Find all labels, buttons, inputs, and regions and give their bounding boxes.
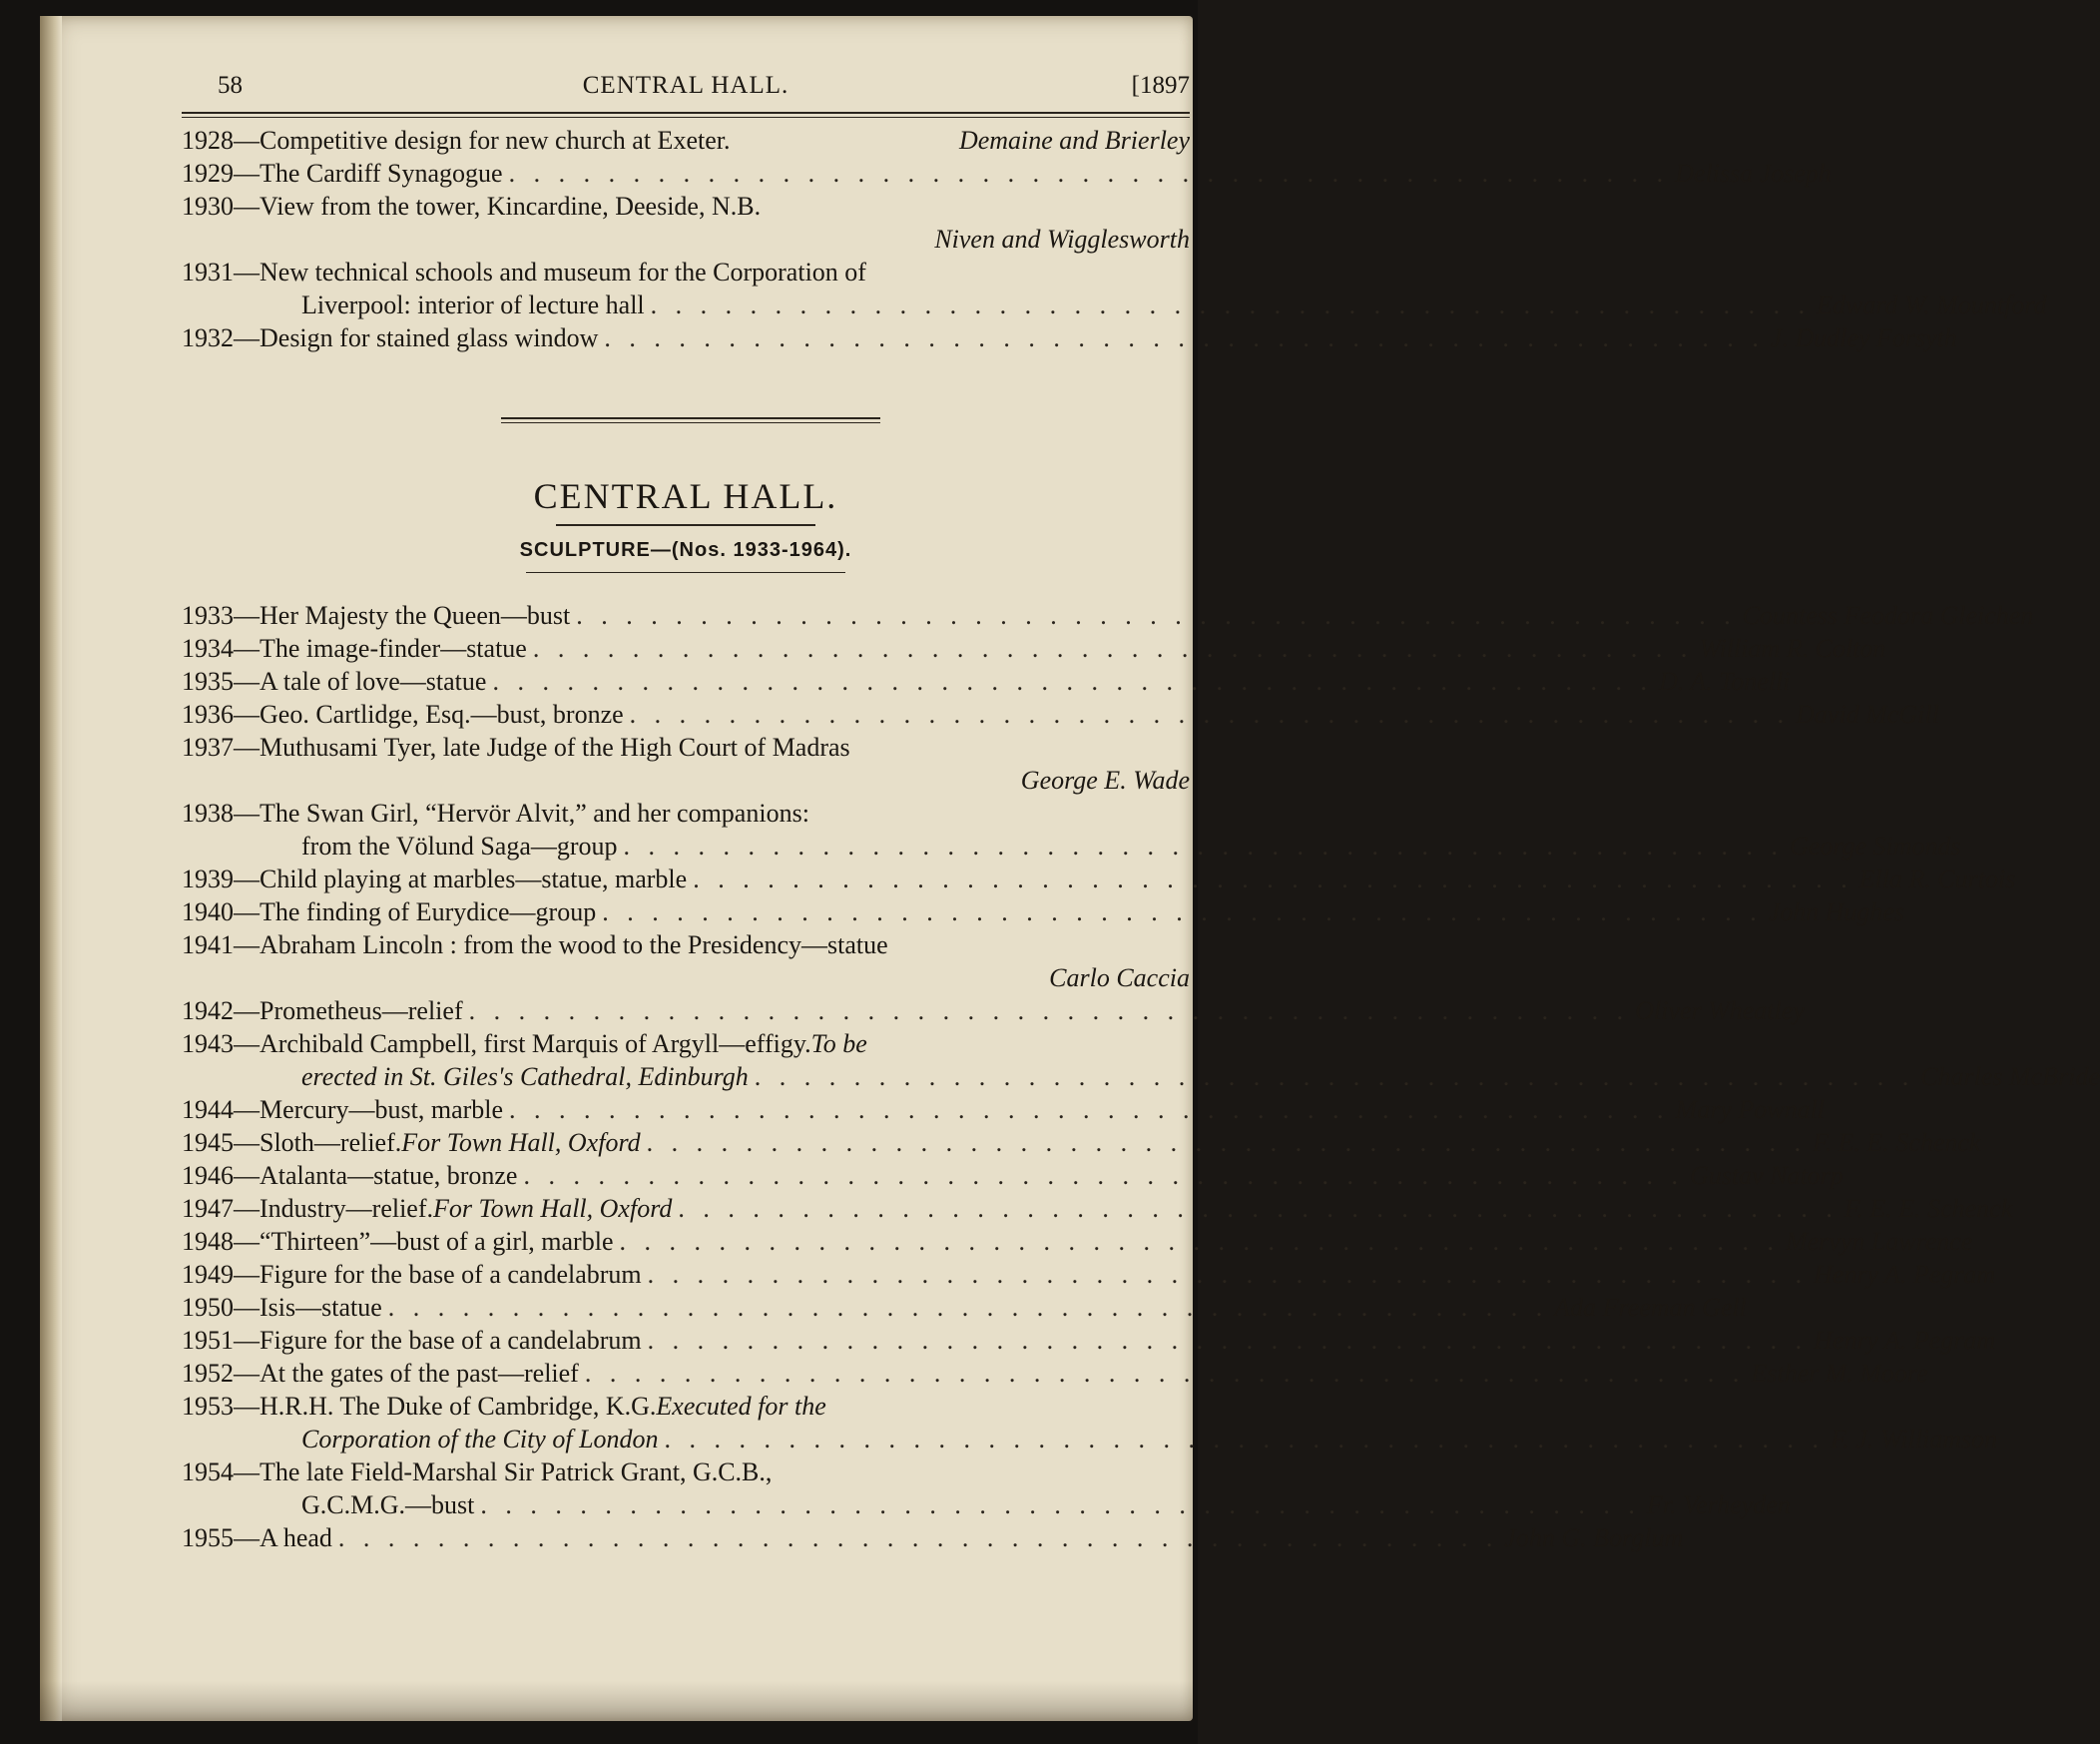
catalogue-entry — [182, 256, 2047, 321]
dot-leader: . . . . . . . . . . . . . . . . . . . . . . . . . . . . . . . . . . . . . . . . . . . . . . . — [602, 897, 1763, 926]
catalogue-entry — [182, 863, 2016, 895]
entry-title: 1945—Sloth—relief. — [182, 1128, 402, 1157]
entry-note: For Town Hall, Oxford — [433, 1194, 673, 1223]
entry-artist: Charles McBride — [1920, 1062, 2100, 1091]
catalogue-entry — [182, 797, 1961, 863]
entry-title: 1938—The Swan Girl, “Hervör Alvit,” and her companions: — [182, 799, 809, 828]
catalogue-entry — [182, 1192, 2013, 1225]
entry-artist: Niven and Wigglesworth — [934, 225, 1190, 254]
catalogue-entry — [182, 1093, 1826, 1126]
entry-title: 1932—Design for stained glass window — [182, 323, 599, 352]
top-entries-list — [182, 124, 2047, 354]
entry-note: For Town Hall, Oxford — [401, 1128, 641, 1157]
entry-artist: John Hughes — [1768, 897, 1905, 926]
entry-first-line — [182, 698, 1939, 731]
catalogue-entry — [182, 895, 1905, 928]
entry-title: 1943—Archibald Campbell, first Marquis of Argyll—effigy. — [182, 1029, 811, 1058]
dot-leader: . . . . . . . . . . . . . . . . . . . . . . . . . . . . . . . . . . . . . . . . . . . . . . . — [492, 667, 1653, 696]
entry-artist: Ella R. Curtois — [1858, 865, 2016, 893]
catalogue-entry — [182, 731, 1190, 797]
entry-first-line — [182, 1291, 1747, 1324]
entry-title: 1944—Mercury—bust, marble — [182, 1095, 504, 1124]
catalogue-entry — [182, 321, 1957, 354]
entry-first-line — [182, 1357, 1928, 1390]
entry-artist: F. E. E. Schenck — [1813, 1128, 1981, 1157]
entry-artist: Henry A. Pegram — [1814, 1260, 1996, 1289]
entry-first-line — [182, 1521, 1684, 1554]
entry-note: Executed for the — [656, 1392, 826, 1421]
running-year: [1897 — [1131, 72, 1190, 99]
entry-first-line — [182, 863, 2016, 895]
entry-title: 1941—Abraham Lincoln : from the wood to the Presidency—statue — [182, 930, 888, 959]
entry-first-line — [182, 1225, 1973, 1258]
page-bottom-shadow — [40, 1681, 1193, 1721]
entry-title: 1937—Muthusami Tyer, late Judge of the High Court of Madras — [182, 733, 850, 762]
dot-leader: . . . . . . . . . . . . . . . . . . . . . . . . . . . . . . . . . . . . . . . . . . . . . . . — [647, 1326, 1809, 1355]
entry-title: 1954—The late Field-Marshal Sir Patrick Grant, G.C.B., — [182, 1457, 773, 1486]
entry-title: 1953—H.R.H. The Duke of Cambridge, K.G. — [182, 1392, 657, 1421]
dot-leader: . . . . . . . . . . . . . . . . . . . . . . . . . . . . . . . . . . . . . . . . . . . . . . . — [754, 1062, 1915, 1091]
ornamental-rule — [501, 416, 880, 426]
dot-leader: . . . . . . . . . . . . . . . . . . . . . . . . . . . . . . . . . . . . . . . . . . . . . . . — [619, 1227, 1780, 1256]
entry-first-line — [182, 1390, 1190, 1423]
catalogue-entry — [182, 1126, 1981, 1159]
dot-leader: . . . . . . . . . . . . . . . . . . . . . . . . . . . . . . . . . . . . . . . . . . . . . . . — [480, 1490, 1641, 1519]
section-subtitle-rule — [526, 572, 845, 573]
entry-first-line — [182, 1126, 1981, 1159]
dot-leader: . . . . . . . . . . . . . . . . . . . . . . . . . . . . . . . . . . . . . . . . . . . . . . . — [623, 832, 1785, 861]
entry-title: 1952—At the gates of the past—relief — [182, 1359, 579, 1388]
catalogue-entry — [182, 665, 1791, 698]
entry-artist: William R. Colton — [1699, 634, 1886, 663]
entry-first-line — [182, 731, 1190, 764]
entry-first-line — [182, 1258, 1996, 1291]
entry-first-line — [182, 1455, 1190, 1488]
entry-first-line — [182, 665, 1791, 698]
entry-continuation — [182, 1488, 1791, 1521]
entry-artist: D. A. Tonelli — [1658, 667, 1791, 696]
dot-leader: . . . . . . . . . . . . . . . . . . . . . . . . . . . . . . . . . . . . . . . . . . . . . . . — [604, 323, 1765, 352]
entry-artist: Edward W. Mountford — [1817, 291, 2047, 319]
entry-artist: David McGill — [1796, 700, 1939, 729]
entry-title: 1934—The image-finder—statue — [182, 634, 527, 663]
entry-title: 1951—Figure for the base of a candelabrum — [182, 1326, 642, 1355]
dot-leader: . . . . . . . . . . . . . . . . . . . . . . . . . . . . . . . . . . . . . . . . . . . . . . . — [646, 1128, 1808, 1157]
entry-artist: John G. Borglum — [1504, 1523, 1684, 1552]
entry-artist: Henry A. Pegram — [1814, 1326, 1996, 1355]
dot-leader: . . . . . . . . . . . . . . . . . . . . . . . . . . . . . . . . . . . . . . . . . . . . . . . — [678, 1194, 1838, 1223]
entry-artist: J. Dudley Forsyth — [1770, 323, 1957, 352]
entry-artist: Countess Feodora Gleichen — [1742, 601, 2034, 630]
dot-leader: . . . . . . . . . . . . . . . . . . . . . . . . . . . . . . . . . . . . . . . . . . . . . . . — [509, 1095, 1670, 1124]
dot-leader: . . . . . . . . . . . . . . . . . . . . . . . . . . . . . . . . . . . . . . . . . . . . . . . — [647, 1260, 1809, 1289]
entry-artist: Ada Freeman Gell — [1554, 1293, 1747, 1322]
page-content — [182, 56, 2100, 1554]
catalogue-entry — [182, 1390, 1998, 1455]
entry-first-line — [182, 256, 1190, 289]
entry-artist: F. J. Williamson — [1831, 1425, 1998, 1453]
dot-leader: . . . . . . . . . . . . . . . . . . . . . . . . . . . . . . . . . . . . . . . . . . . . . . . — [468, 996, 1630, 1025]
dot-leader: . . . . . . . . . . . . . . . . . . . . . . . . . . . . . . . . . . . . . . . . . . . . . . . — [584, 1359, 1746, 1388]
entry-artist: Mervyn Lawrence — [1785, 1227, 1973, 1256]
entry-artist: George Simonds — [1790, 832, 1961, 861]
entry-title: 1942—Prometheus—relief — [182, 996, 463, 1025]
catalogue-entry — [182, 190, 1190, 256]
catalogue-entry — [182, 1225, 1973, 1258]
catalogue-entry — [182, 124, 1190, 157]
dot-leader: . . . . . . . . . . . . . . . . . . . . . . . . . . . . . . . . . . . . . . . . . . . . . . . — [650, 291, 1812, 319]
entry-continuation — [182, 830, 1961, 863]
entry-continuation — [182, 289, 2047, 321]
dot-leader: . . . . . . . . . . . . . . . . . . . . . . . . . . . . . . . . . . . . . . . . . . . . . . . — [387, 1293, 1549, 1322]
entry-title: 1931—New technical schools and museum for the Corporation of — [182, 258, 866, 287]
entry-title: 1930—View from the tower, Kincardine, Deeside, N.B. — [182, 192, 762, 221]
entry-title: 1939—Child playing at marbles—statue, marble — [182, 865, 688, 893]
catalogue-entry — [182, 632, 1886, 665]
catalogue-entry — [182, 994, 1805, 1027]
catalogue-entry — [182, 1291, 1747, 1324]
dot-leader: . . . . . . . . . . . . . . . . . . . . . . . . . . . . . . . . . . . . . . . . . . . . . . . — [337, 1523, 1499, 1552]
header-rule — [182, 112, 1190, 118]
entry-first-line — [182, 599, 2034, 632]
dot-leader: . . . . . . . . . . . . . . . . . . . . . . . . . . . . . . . . . . . . . . . . . . . . . . . — [664, 1425, 1826, 1453]
entry-first-line — [182, 190, 1190, 223]
section-title-rule — [556, 524, 815, 526]
entry-first-line — [182, 632, 1886, 665]
entry-title: 1940—The finding of Eurydice—group — [182, 897, 597, 926]
entry-title: 1946—Atalanta—statue, bronze — [182, 1161, 518, 1190]
catalogue-entry — [182, 1258, 1996, 1291]
entry-title: 1948—“Thirteen”—bust of a girl, marble — [182, 1227, 614, 1256]
entry-first-line — [182, 994, 1805, 1027]
dot-leader: . . . . . . . . . . . . . . . . . . . . . . . . . . . . . . . . . . . . . . . . . . . . . . . — [576, 601, 1737, 630]
entry-first-line — [182, 1192, 2013, 1225]
entry-first-line — [182, 1324, 1996, 1357]
entry-title: 1928—Competitive design for new church at Exeter. — [182, 126, 731, 155]
catalogue-entry — [182, 1455, 1791, 1521]
entry-artist: Gustav Natorp — [1689, 1161, 1843, 1190]
entry-title: 1947—Industry—relief. — [182, 1194, 434, 1223]
entry-title: 1949—Figure for the base of a candelabrum — [182, 1260, 642, 1289]
section-break — [182, 354, 1190, 474]
entry-first-line — [182, 928, 1190, 961]
catalogue-entry — [182, 599, 2034, 632]
section-title: CENTRAL HALL. — [533, 476, 838, 516]
entry-first-line — [182, 895, 1905, 928]
entry-artist: Delissa Joseph — [1675, 159, 1832, 188]
section-heading — [182, 474, 1190, 573]
catalogue-entry — [182, 1357, 1928, 1390]
sculpture-entries-list — [182, 599, 2100, 1554]
dot-leader: . . . . . . . . . . . . . . . . . . . . . . . . . . . . . . . . . . . . . . . . . . . . . . . — [532, 634, 1694, 663]
entry-artist: Fr. Verheyden — [1646, 1490, 1791, 1519]
section-subtitle: SCULPTURE—(Nos. 1933-1964). — [519, 539, 852, 561]
entry-continuation-note: Corporation of the City of London — [301, 1425, 659, 1453]
entry-title: 1935—A tale of love—statue — [182, 667, 487, 696]
entry-first-line — [182, 321, 1957, 354]
dot-leader: . . . . . . . . . . . . . . . . . . . . . . . . . . . . . . . . . . . . . . . . . . . . . . . — [523, 1161, 1684, 1190]
entry-artist: Oliver Wheatley — [1635, 996, 1805, 1025]
entry-continuation-text: from the Völund Saga—group — [301, 832, 618, 861]
catalogue-entry — [182, 157, 1832, 190]
page-number: 58 — [218, 72, 243, 99]
catalogue-entry — [182, 1159, 1843, 1192]
running-title: CENTRAL HALL. — [582, 72, 789, 99]
entry-first-line — [182, 1093, 1826, 1126]
entry-first-line — [182, 124, 1190, 157]
entry-title: 1936—Geo. Cartlidge, Esq.—bust, bronze — [182, 700, 624, 729]
book-page — [40, 16, 2100, 1721]
entry-title: 1933—Her Majesty the Queen—bust — [182, 601, 571, 630]
catalogue-entry — [182, 1521, 1684, 1554]
entry-note: To be — [810, 1029, 867, 1058]
catalogue-entry — [182, 1027, 2100, 1093]
entry-title: 1950—Isis—statue — [182, 1293, 382, 1322]
entry-artist: Carlo Caccia — [1049, 963, 1190, 992]
entry-title: 1929—The Cardiff Synagogue — [182, 159, 503, 188]
entry-artist: Demaine and Brierley — [958, 126, 1190, 155]
entry-continuation-text: Liverpool: interior of lecture hall — [301, 291, 645, 319]
entry-first-line — [182, 1159, 1843, 1192]
running-head — [182, 56, 1190, 100]
dot-leader: . . . . . . . . . . . . . . . . . . . . . . . . . . . . . . . . . . . . . . . . . . . . . . . — [693, 865, 1853, 893]
entry-continuation-text: G.C.M.G.—bust — [301, 1490, 475, 1519]
catalogue-entry — [182, 1324, 1996, 1357]
entry-artist: F. E. E. Schenck — [1843, 1194, 2013, 1223]
entry-artist: George E. Wade — [1020, 766, 1190, 795]
entry-first-line — [182, 157, 1832, 190]
entry-continuation — [182, 1060, 2100, 1093]
entry-continuation — [182, 1423, 1998, 1455]
dot-leader: . . . . . . . . . . . . . . . . . . . . . . . . . . . . . . . . . . . . . . . . . . . . . . . — [508, 159, 1670, 188]
entry-first-line — [182, 797, 1190, 830]
page-gutter — [40, 16, 62, 1721]
entry-continuation-note: erected in St. Giles's Cathedral, Edinburgh — [301, 1062, 749, 1091]
catalogue-entry — [182, 928, 1190, 994]
dot-leader: . . . . . . . . . . . . . . . . . . . . . . . . . . . . . . . . . . . . . . . . . . . . . . . — [629, 700, 1791, 729]
entry-artist: Esther M. Moore — [1751, 1359, 1928, 1388]
entry-artist: Mary Pownall — [1675, 1095, 1826, 1124]
catalogue-entry — [182, 698, 1939, 731]
entry-first-line — [182, 1027, 1190, 1060]
entry-title: 1955—A head — [182, 1523, 332, 1552]
